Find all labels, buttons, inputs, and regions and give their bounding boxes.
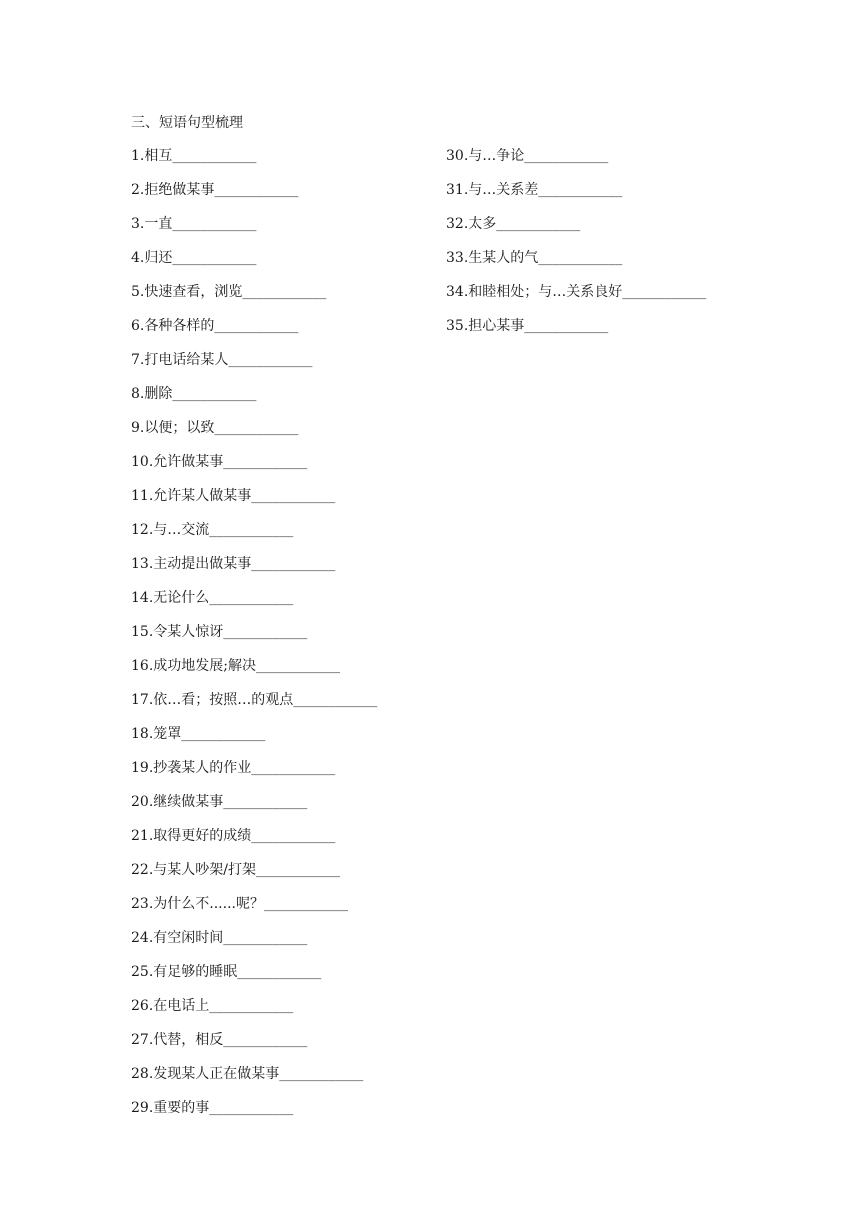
phrase-item: 20.继续做某事____________ (131, 794, 308, 810)
phrase-item: 26.在电话上____________ (131, 998, 294, 1014)
phrase-item: 34.和睦相处；与…关系良好____________ (446, 284, 707, 300)
phrase-item: 27.代替，相反____________ (131, 1032, 308, 1048)
phrase-list-left (131, 146, 377, 1132)
phrase-item: 25.有足够的睡眠____________ (131, 964, 322, 980)
phrase-item: 17.依…看；按照…的观点____________ (131, 692, 378, 708)
phrase-item: 24.有空闲时间____________ (131, 930, 308, 946)
section-title: 三、短语句型梳理 (131, 115, 243, 131)
phrase-item: 12.与…交流____________ (131, 522, 294, 538)
phrase-item: 18.笼罩____________ (131, 726, 266, 742)
phrase-item: 4.归还____________ (131, 250, 257, 266)
phrase-list-right (446, 146, 706, 350)
phrase-item: 16.成功地发展;解决____________ (131, 658, 340, 674)
phrase-item: 15.令某人惊讶____________ (131, 624, 308, 640)
phrase-item: 33.生某人的气____________ (446, 250, 623, 266)
phrase-item: 30.与…争论____________ (446, 148, 609, 164)
phrase-item: 13.主动提出做某事____________ (131, 556, 336, 572)
phrase-item: 22.与某人吵架/打架____________ (131, 862, 340, 878)
phrase-item: 32.太多____________ (446, 216, 581, 232)
phrase-item: 3.一直____________ (131, 216, 257, 232)
phrase-item: 1.相互____________ (131, 148, 257, 164)
phrase-item: 14.无论什么____________ (131, 590, 294, 606)
phrase-item: 2.拒绝做某事____________ (131, 182, 299, 198)
phrase-item: 23.为什么不......呢？____________ (131, 896, 348, 912)
phrase-item: 29.重要的事____________ (131, 1100, 294, 1116)
phrase-item: 5.快速查看，浏览____________ (131, 284, 327, 300)
phrase-item: 10.允许做某事____________ (131, 454, 308, 470)
phrase-item: 11.允许某人做某事____________ (131, 488, 336, 504)
phrase-item: 31.与…关系差____________ (446, 182, 623, 198)
phrase-item: 6.各种各样的____________ (131, 318, 299, 334)
phrase-item: 21.取得更好的成绩____________ (131, 828, 336, 844)
phrase-item: 28.发现某人正在做某事____________ (131, 1066, 364, 1082)
phrase-item: 35.担心某事____________ (446, 318, 609, 334)
phrase-item: 7.打电话给某人____________ (131, 352, 313, 368)
phrase-item: 9.以便；以致____________ (131, 420, 299, 436)
phrase-item: 19.抄袭某人的作业____________ (131, 760, 336, 776)
phrase-item: 8.删除____________ (131, 386, 257, 402)
